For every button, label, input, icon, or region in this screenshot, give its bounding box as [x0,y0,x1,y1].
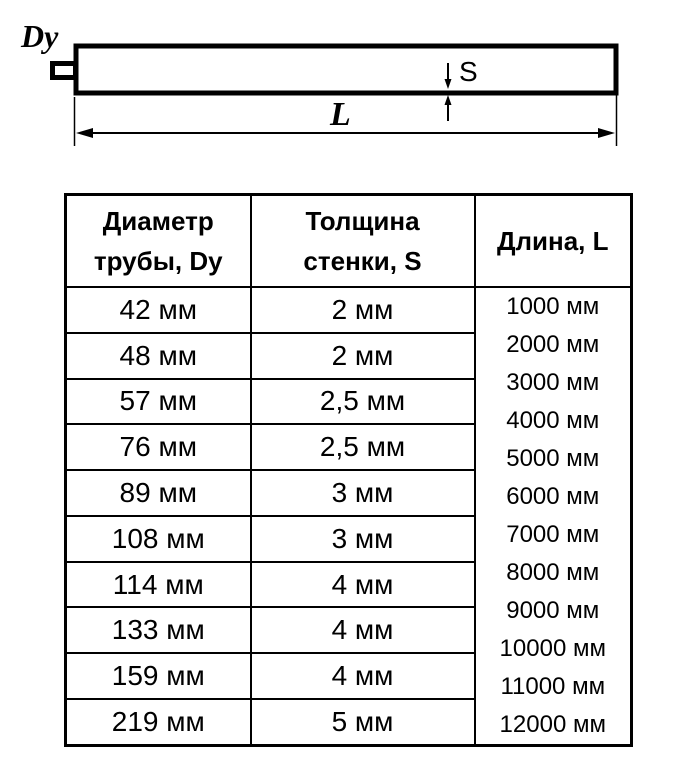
diameter-cell: 114 мм [66,562,251,608]
thickness-cell: 5 мм [251,699,475,745]
length-item: 8000 мм [506,559,600,586]
header-thickness-line1: Толщина [305,206,420,236]
length-item: 7000 мм [506,521,600,548]
table-row [66,287,632,333]
length-label: L [330,96,351,133]
thickness-cell: 3 мм [251,516,475,562]
thickness-cell: 4 мм [251,653,475,699]
length-item: 12000 мм [499,711,606,738]
header-length: Длина, L [475,195,632,288]
pipe-diagram [0,0,681,170]
length-item: 2000 мм [506,331,600,358]
thickness-cell: 2,5 мм [251,424,475,470]
diameter-cell: 219 мм [66,699,251,745]
length-item: 1000 мм [506,293,600,320]
length-item: 6000 мм [506,483,600,510]
length-arrowhead-left [76,128,93,138]
length-arrowhead-right [598,128,615,138]
thickness-cell: 4 мм [251,562,475,608]
length-item: 3000 мм [506,369,600,396]
diameter-cell: 89 мм [66,470,251,516]
length-item: 10000 мм [499,635,606,662]
header-diameter [66,195,251,288]
diameter-cell: 57 мм [66,379,251,425]
thickness-cell: 2 мм [251,287,475,333]
diameter-cell: 159 мм [66,653,251,699]
diameter-cell: 48 мм [66,333,251,379]
wall-thickness-label: S [459,56,478,87]
length-item: 5000 мм [506,445,600,472]
diameter-cell: 108 мм [66,516,251,562]
thickness-cell: 3 мм [251,470,475,516]
thickness-cell: 2,5 мм [251,379,475,425]
pipe-size-table [64,193,633,747]
length-item: 11000 мм [500,673,606,700]
header-diameter-line2: трубы, Dy [93,246,223,276]
header-thickness [251,195,475,288]
pipe-end-nub [53,64,76,78]
diameter-cell: 42 мм [66,287,251,333]
thickness-cell: 2 мм [251,333,475,379]
thickness-arrow-lower-head [445,95,452,105]
table-header-row [66,195,632,288]
pipe-body-outline [76,46,616,93]
diameter-cell: 76 мм [66,424,251,470]
diameter-cell: 133 мм [66,607,251,653]
header-thickness-line2: стенки, S [303,246,422,276]
thickness-cell: 4 мм [251,607,475,653]
length-list-cell [475,287,632,746]
length-item: 9000 мм [506,597,600,624]
header-diameter-line1: Диаметр [102,206,214,236]
pipe-diameter-label: Dy [21,18,59,54]
length-item: 4000 мм [506,407,600,434]
